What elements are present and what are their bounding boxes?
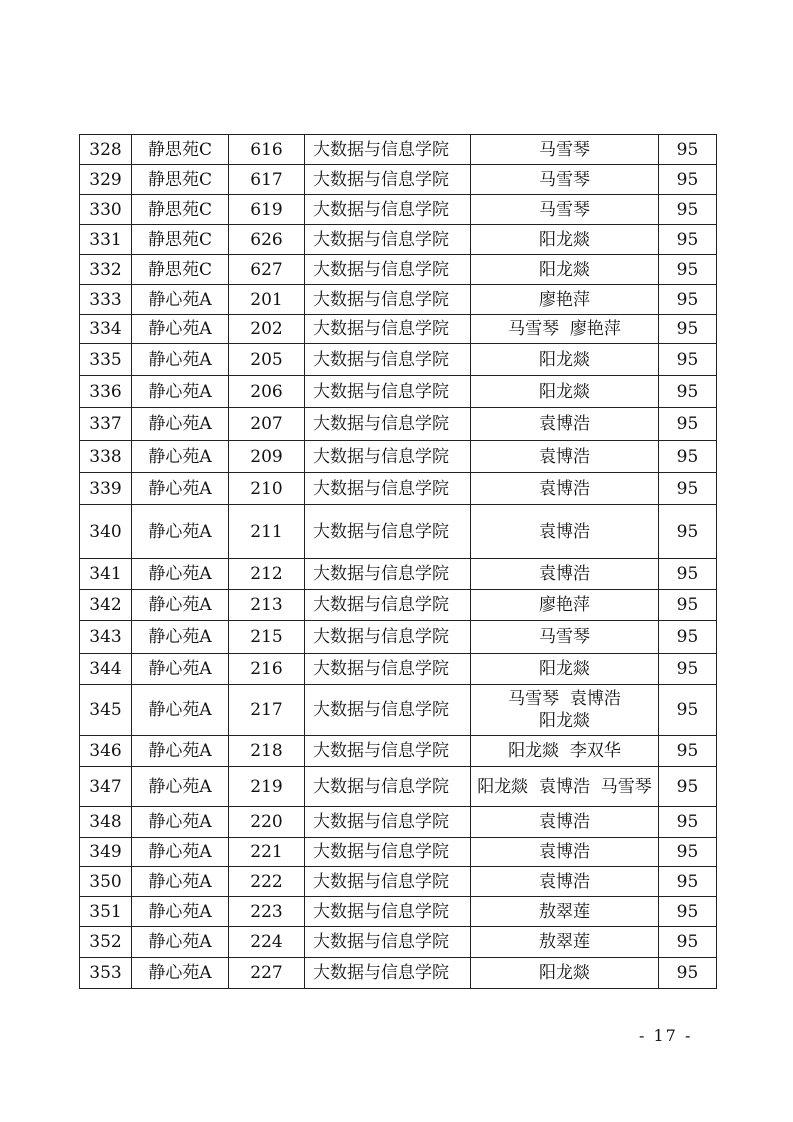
name-line: 廖艳萍 [539,595,590,615]
name-line: 阳龙燚 [539,349,590,370]
cell-room: 202 [229,315,305,344]
cell-no: 336 [80,376,132,408]
cell-college: 大数据与信息学院 [305,958,471,989]
table-row [80,767,717,807]
cell-names [471,559,659,590]
cell-names [471,315,659,344]
cell-no: 348 [80,807,132,838]
cell-dorm: 静心苑A [132,621,229,654]
cell-college: 大数据与信息学院 [305,505,471,559]
name-line: 阳龙燚 李双华 [508,741,621,761]
cell-names [471,621,659,654]
name-line: 马雪琴 袁博浩 [508,689,621,709]
cell-score: 95 [659,736,717,767]
cell-room: 212 [229,559,305,590]
table-row [80,376,717,408]
cell-names [471,505,659,559]
cell-room: 617 [229,165,305,195]
cell-college: 大数据与信息学院 [305,559,471,590]
cell-dorm: 静心苑A [132,505,229,559]
name-line: 袁博浩 [539,842,590,862]
cell-college: 大数据与信息学院 [305,807,471,838]
cell-no: 347 [80,767,132,807]
name-line: 袁博浩 [539,414,590,434]
cell-no: 337 [80,408,132,441]
cell-college: 大数据与信息学院 [305,195,471,225]
cell-score: 95 [659,165,717,195]
name-line: 袁博浩 [539,478,590,499]
cell-no: 344 [80,654,132,685]
cell-names [471,897,659,927]
cell-room: 626 [229,225,305,255]
table-row [80,505,717,559]
name-line: 袁博浩 [539,564,590,584]
cell-room: 210 [229,473,305,505]
cell-dorm: 静心苑A [132,958,229,989]
cell-score: 95 [659,590,717,621]
cell-dorm: 静思苑C [132,135,229,165]
cell-dorm: 静思苑C [132,195,229,225]
cell-no: 343 [80,621,132,654]
cell-no: 340 [80,505,132,559]
cell-names [471,736,659,767]
cell-score: 95 [659,135,717,165]
cell-score: 95 [659,897,717,927]
table-row [80,225,717,255]
cell-college: 大数据与信息学院 [305,767,471,807]
cell-no: 352 [80,927,132,958]
cell-college: 大数据与信息学院 [305,473,471,505]
cell-college: 大数据与信息学院 [305,441,471,473]
name-line: 马雪琴 [539,199,590,220]
cell-college: 大数据与信息学院 [305,867,471,897]
cell-dorm: 静心苑A [132,376,229,408]
table-row [80,559,717,590]
table-row [80,590,717,621]
cell-dorm: 静心苑A [132,315,229,344]
cell-names [471,255,659,285]
cell-dorm: 静心苑A [132,654,229,685]
cell-no: 332 [80,255,132,285]
name-line: 马雪琴 [539,627,590,647]
cell-dorm: 静心苑A [132,736,229,767]
cell-room: 224 [229,927,305,958]
cell-college: 大数据与信息学院 [305,225,471,255]
cell-dorm: 静心苑A [132,685,229,736]
cell-score: 95 [659,767,717,807]
cell-names [471,838,659,867]
cell-room: 223 [229,897,305,927]
cell-room: 217 [229,685,305,736]
cell-college: 大数据与信息学院 [305,315,471,344]
name-line: 阳龙燚 袁博浩 马雪琴 [477,776,652,797]
table-row [80,195,717,225]
cell-score: 95 [659,225,717,255]
cell-no: 338 [80,441,132,473]
cell-room: 215 [229,621,305,654]
table-row [80,408,717,441]
cell-no: 346 [80,736,132,767]
cell-room: 205 [229,344,305,376]
table-row [80,165,717,195]
cell-college: 大数据与信息学院 [305,736,471,767]
table-row [80,685,717,736]
table-row [80,473,717,505]
table-row [80,838,717,867]
table-row [80,135,717,165]
cell-room: 222 [229,867,305,897]
table-row [80,285,717,315]
name-line: 阳龙燚 [539,963,590,983]
cell-score: 95 [659,807,717,838]
cell-names [471,654,659,685]
table-body [80,135,717,989]
cell-dorm: 静心苑A [132,807,229,838]
cell-names [471,927,659,958]
name-line: 马雪琴 [539,169,590,190]
cell-names [471,135,659,165]
cell-no: 331 [80,225,132,255]
cell-college: 大数据与信息学院 [305,135,471,165]
cell-dorm: 静心苑A [132,441,229,473]
cell-college: 大数据与信息学院 [305,376,471,408]
cell-no: 328 [80,135,132,165]
cell-score: 95 [659,473,717,505]
cell-room: 213 [229,590,305,621]
cell-score: 95 [659,315,717,344]
cell-no: 334 [80,315,132,344]
table-row [80,897,717,927]
name-line: 廖艳萍 [539,289,590,310]
cell-college: 大数据与信息学院 [305,838,471,867]
cell-no: 339 [80,473,132,505]
cell-no: 341 [80,559,132,590]
cell-dorm: 静心苑A [132,767,229,807]
cell-names [471,344,659,376]
cell-room: 220 [229,807,305,838]
cell-no: 353 [80,958,132,989]
cell-college: 大数据与信息学院 [305,590,471,621]
cell-no: 333 [80,285,132,315]
name-line: 阳龙燚 [539,229,590,250]
cell-college: 大数据与信息学院 [305,344,471,376]
cell-college: 大数据与信息学院 [305,685,471,736]
cell-score: 95 [659,685,717,736]
cell-dorm: 静思苑C [132,225,229,255]
cell-room: 201 [229,285,305,315]
name-line: 马雪琴 [539,139,590,160]
page-number: - 17 - [639,1026,693,1045]
cell-no: 330 [80,195,132,225]
table-row [80,736,717,767]
dorm-score-table [79,134,717,989]
cell-dorm: 静心苑A [132,590,229,621]
cell-score: 95 [659,255,717,285]
name-line: 阳龙燚 [539,659,590,679]
cell-score: 95 [659,408,717,441]
cell-names [471,958,659,989]
cell-dorm: 静心苑A [132,473,229,505]
name-line: 袁博浩 [539,521,590,542]
cell-room: 209 [229,441,305,473]
cell-names [471,807,659,838]
table-row [80,441,717,473]
cell-dorm: 静心苑A [132,285,229,315]
cell-names [471,408,659,441]
name-line: 敖翠莲 [539,932,590,952]
cell-score: 95 [659,344,717,376]
cell-names [471,590,659,621]
cell-names [471,165,659,195]
cell-room: 218 [229,736,305,767]
cell-college: 大数据与信息学院 [305,255,471,285]
cell-dorm: 静心苑A [132,897,229,927]
table-row [80,958,717,989]
cell-dorm: 静思苑C [132,255,229,285]
cell-room: 206 [229,376,305,408]
name-line: 袁博浩 [539,446,590,467]
cell-names [471,441,659,473]
name-line: 袁博浩 [539,812,590,832]
cell-room: 619 [229,195,305,225]
cell-room: 221 [229,838,305,867]
table-row [80,927,717,958]
cell-score: 95 [659,838,717,867]
cell-names [471,376,659,408]
cell-names [471,867,659,897]
name-line: 敖翠莲 [539,901,590,922]
cell-room: 227 [229,958,305,989]
table-row [80,867,717,897]
cell-dorm: 静心苑A [132,408,229,441]
name-line: 马雪琴 廖艳萍 [508,319,621,339]
cell-dorm: 静心苑A [132,559,229,590]
cell-dorm: 静心苑A [132,838,229,867]
cell-score: 95 [659,505,717,559]
table-row [80,621,717,654]
cell-no: 342 [80,590,132,621]
cell-no: 351 [80,897,132,927]
cell-no: 335 [80,344,132,376]
name-line: 阳龙燚 [539,259,590,280]
cell-score: 95 [659,195,717,225]
cell-no: 329 [80,165,132,195]
cell-score: 95 [659,441,717,473]
cell-room: 627 [229,255,305,285]
cell-room: 219 [229,767,305,807]
cell-dorm: 静思苑C [132,165,229,195]
cell-college: 大数据与信息学院 [305,165,471,195]
table-row [80,654,717,685]
cell-score: 95 [659,559,717,590]
cell-dorm: 静心苑A [132,344,229,376]
cell-room: 616 [229,135,305,165]
cell-names [471,685,659,736]
cell-score: 95 [659,958,717,989]
table-row [80,344,717,376]
cell-dorm: 静心苑A [132,867,229,897]
cell-names [471,285,659,315]
name-line: 阳龙燚 [539,381,590,402]
cell-score: 95 [659,621,717,654]
cell-score: 95 [659,867,717,897]
cell-no: 350 [80,867,132,897]
cell-score: 95 [659,376,717,408]
cell-score: 95 [659,285,717,315]
cell-college: 大数据与信息学院 [305,408,471,441]
cell-college: 大数据与信息学院 [305,285,471,315]
name-line: 袁博浩 [539,871,590,892]
cell-room: 211 [229,505,305,559]
cell-names [471,473,659,505]
cell-score: 95 [659,927,717,958]
cell-no: 349 [80,838,132,867]
name-line: 阳龙燚 [539,711,590,731]
cell-college: 大数据与信息学院 [305,621,471,654]
table-row [80,807,717,838]
table-row [80,315,717,344]
cell-no: 345 [80,685,132,736]
cell-college: 大数据与信息学院 [305,897,471,927]
cell-score: 95 [659,654,717,685]
table-row [80,255,717,285]
cell-names [471,225,659,255]
cell-room: 207 [229,408,305,441]
cell-college: 大数据与信息学院 [305,927,471,958]
cell-names [471,195,659,225]
cell-room: 216 [229,654,305,685]
cell-college: 大数据与信息学院 [305,654,471,685]
cell-dorm: 静心苑A [132,927,229,958]
cell-names [471,767,659,807]
